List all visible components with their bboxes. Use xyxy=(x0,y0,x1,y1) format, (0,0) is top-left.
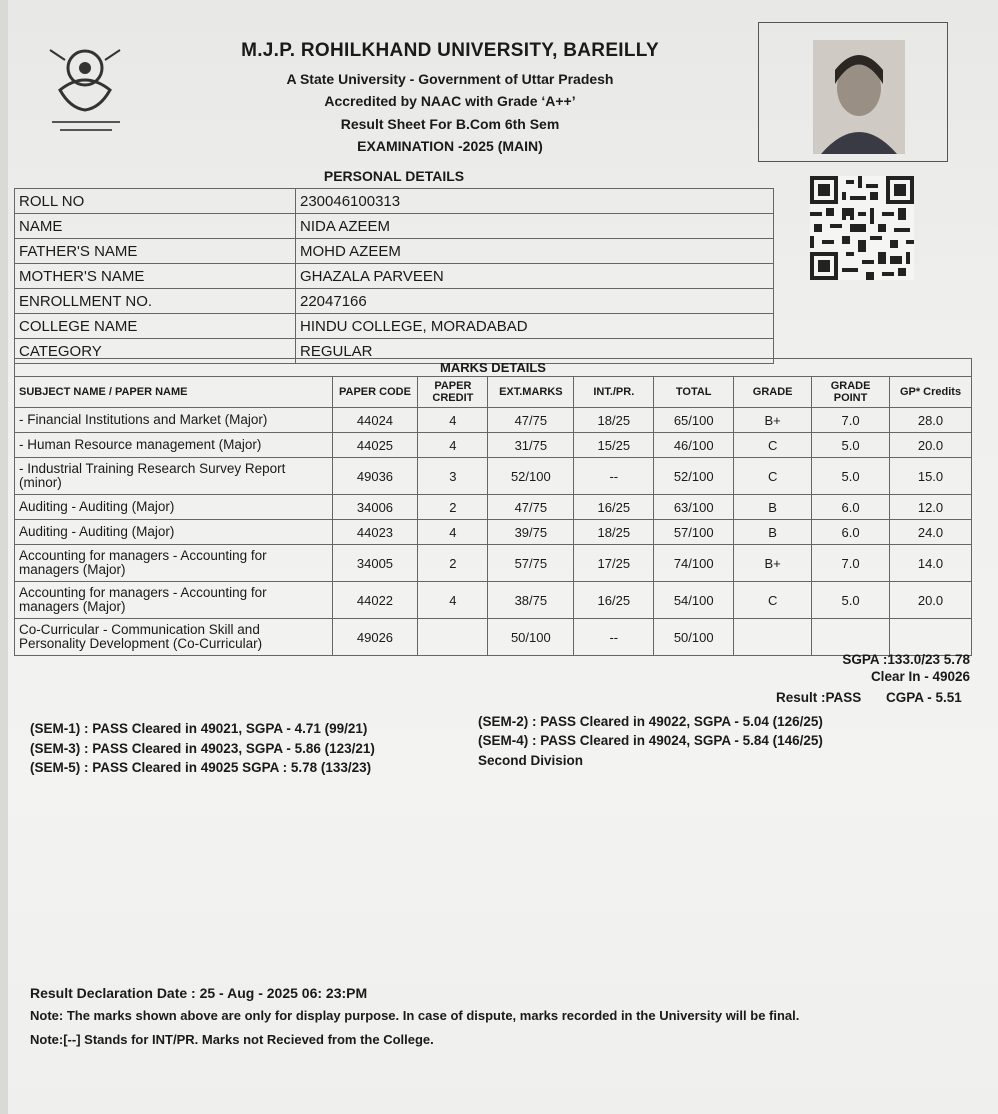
subject-name: - Human Resource management (Major) xyxy=(15,433,333,458)
ext-marks: 47/75 xyxy=(488,408,574,433)
sem-4-result: (SEM-4) : PASS Cleared in 49024, SGPA - 5.84 (146/25) xyxy=(478,733,823,748)
table-row xyxy=(15,619,972,656)
paper-credit: 4 xyxy=(418,433,488,458)
state-university-line: A State University - Government of Uttar Pradesh xyxy=(286,71,614,87)
result-sheet-title: Result Sheet For B.Com 6th Sem xyxy=(340,116,560,132)
paper-credit: 2 xyxy=(418,495,488,520)
subject-name: Auditing - Auditing (Major) xyxy=(15,520,333,545)
table-row xyxy=(15,520,972,545)
gp-credits: 28.0 xyxy=(890,408,972,433)
total-marks: 65/100 xyxy=(654,408,734,433)
int-pr-marks: -- xyxy=(574,619,654,656)
subject-name: Accounting for managers - Accounting for managers (Major) xyxy=(15,582,333,619)
father-name-value: MOHD AZEEM xyxy=(296,239,774,264)
table-row xyxy=(15,314,774,339)
total-marks: 50/100 xyxy=(654,619,734,656)
grade-point: 5.0 xyxy=(812,433,890,458)
grade: B+ xyxy=(734,545,812,582)
mother-name-label: MOTHER'S NAME xyxy=(15,264,296,289)
subject-name: - Industrial Training Research Survey Report (minor) xyxy=(15,458,333,495)
paper-credit: 4 xyxy=(418,520,488,545)
col-total: TOTAL xyxy=(654,377,734,408)
table-row xyxy=(15,264,774,289)
name-label: NAME xyxy=(15,214,296,239)
qr-code-icon xyxy=(810,176,914,280)
int-pr-marks: 16/25 xyxy=(574,582,654,619)
paper-code: 44023 xyxy=(332,520,418,545)
total-marks: 57/100 xyxy=(654,520,734,545)
grade: B xyxy=(734,520,812,545)
gp-credits xyxy=(890,619,972,656)
int-pr-marks: -- xyxy=(574,458,654,495)
col-subject: SUBJECT NAME / PAPER NAME xyxy=(15,377,333,408)
enrollment-no-value: 22047166 xyxy=(296,289,774,314)
ext-marks: 39/75 xyxy=(488,520,574,545)
table-row xyxy=(15,408,972,433)
paper-credit: 3 xyxy=(418,458,488,495)
university-name: M.J.P. ROHILKHAND UNIVERSITY, BAREILLY xyxy=(241,40,659,61)
sem-2-result: (SEM-2) : PASS Cleared in 49022, SGPA - 5.04 (126/25) xyxy=(478,714,823,729)
table-row xyxy=(15,214,774,239)
gp-credits: 12.0 xyxy=(890,495,972,520)
int-pr-marks: 18/25 xyxy=(574,520,654,545)
col-paper-credit: PAPER CREDIT xyxy=(418,377,488,408)
col-gp-credits: GP* Credits xyxy=(890,377,972,408)
table-row xyxy=(15,239,774,264)
paper-code: 44022 xyxy=(332,582,418,619)
personal-details-table xyxy=(14,164,774,364)
table-row xyxy=(15,582,972,619)
name-value: NIDA AZEEM xyxy=(296,214,774,239)
sem-1-result: (SEM-1) : PASS Cleared in 49021, SGPA - 4.71 (99/21) xyxy=(30,721,368,736)
paper-code: 44024 xyxy=(332,408,418,433)
int-pr-marks: 16/25 xyxy=(574,495,654,520)
int-pr-marks: 17/25 xyxy=(574,545,654,582)
paper-code: 49026 xyxy=(332,619,418,656)
grade-point: 6.0 xyxy=(812,520,890,545)
int-pr-marks: 15/25 xyxy=(574,433,654,458)
grade: B+ xyxy=(734,408,812,433)
total-marks: 54/100 xyxy=(654,582,734,619)
total-marks: 63/100 xyxy=(654,495,734,520)
accreditation-line: Accredited by NAAC with Grade ‘A++’ xyxy=(324,93,576,109)
result-declaration-date: Result Declaration Date : 25 - Aug - 2025 06: 23:PM xyxy=(30,985,368,1001)
col-ext-marks: EXT.MARKS xyxy=(488,377,574,408)
int-pr-marks: 18/25 xyxy=(574,408,654,433)
ext-marks: 52/100 xyxy=(488,458,574,495)
subject-name: Auditing - Auditing (Major) xyxy=(15,495,333,520)
enrollment-no-label: ENROLLMENT NO. xyxy=(15,289,296,314)
student-photo xyxy=(813,40,905,154)
paper-credit: 2 xyxy=(418,545,488,582)
sem-3-result: (SEM-3) : PASS Cleared in 49023, SGPA - 5.86 (123/21) xyxy=(30,741,375,756)
paper-code: 34006 xyxy=(332,495,418,520)
roll-no-value: 230046100313 xyxy=(296,189,774,214)
table-row xyxy=(15,495,972,520)
category-label: CATEGORY xyxy=(15,339,296,364)
total-marks: 46/100 xyxy=(654,433,734,458)
grade-point: 5.0 xyxy=(812,582,890,619)
result-status: Result :PASS xyxy=(776,690,862,705)
ext-marks: 47/75 xyxy=(488,495,574,520)
sgpa-value: SGPA :133.0/23 5.78 xyxy=(842,652,970,667)
personal-details-heading: PERSONAL DETAILS xyxy=(15,164,774,189)
table-row xyxy=(15,433,972,458)
col-paper-code: PAPER CODE xyxy=(332,377,418,408)
col-int-pr: INT./PR. xyxy=(574,377,654,408)
display-purpose-note: Note: The marks shown above are only for display purpose. In case of dispute, marks recorded in the University will be final. xyxy=(30,1008,800,1023)
gp-credits: 20.0 xyxy=(890,433,972,458)
college-name-label: COLLEGE NAME xyxy=(15,314,296,339)
category-value: REGULAR xyxy=(296,339,774,364)
paper-code: 34005 xyxy=(332,545,418,582)
person-photo-icon xyxy=(813,40,905,154)
total-marks: 74/100 xyxy=(654,545,734,582)
marks-details-heading: MARKS DETAILS xyxy=(15,359,972,377)
grade: C xyxy=(734,433,812,458)
table-row xyxy=(15,458,972,495)
total-marks: 52/100 xyxy=(654,458,734,495)
subject-name: Accounting for managers - Accounting for managers (Major) xyxy=(15,545,333,582)
ext-marks: 57/75 xyxy=(488,545,574,582)
gp-credits: 15.0 xyxy=(890,458,972,495)
division-value: Second Division xyxy=(478,753,584,768)
marks-details-table xyxy=(14,358,972,656)
gp-credits: 20.0 xyxy=(890,582,972,619)
subject-name: - Financial Institutions and Market (Major) xyxy=(15,408,333,433)
gp-credits: 24.0 xyxy=(890,520,972,545)
college-name-value: HINDU COLLEGE, MORADABAD xyxy=(296,314,774,339)
paper-code: 49036 xyxy=(332,458,418,495)
col-grade: GRADE xyxy=(734,377,812,408)
ext-marks: 38/75 xyxy=(488,582,574,619)
grade-point: 7.0 xyxy=(812,545,890,582)
university-emblem-icon xyxy=(30,30,140,140)
grade: C xyxy=(734,458,812,495)
gp-credits: 14.0 xyxy=(890,545,972,582)
col-grade-point: GRADE POINT xyxy=(812,377,890,408)
ext-marks: 50/100 xyxy=(488,619,574,656)
ext-marks: 31/75 xyxy=(488,433,574,458)
examination-title: EXAMINATION -2025 (MAIN) xyxy=(357,138,543,154)
grade-point: 6.0 xyxy=(812,495,890,520)
paper-code: 44025 xyxy=(332,433,418,458)
grade-point: 5.0 xyxy=(812,458,890,495)
table-row xyxy=(15,189,774,214)
paper-credit: 4 xyxy=(418,408,488,433)
int-pr-note: Note:[--] Stands for INT/PR. Marks not Recieved from the College. xyxy=(30,1032,434,1047)
grade: B xyxy=(734,495,812,520)
grade: C xyxy=(734,582,812,619)
father-name-label: FATHER'S NAME xyxy=(15,239,296,264)
table-row xyxy=(15,545,972,582)
grade-point xyxy=(812,619,890,656)
subject-name: Co-Curricular - Communication Skill and Personality Development (Co-Curricular) xyxy=(15,619,333,656)
paper-credit xyxy=(418,619,488,656)
marks-header-row xyxy=(15,377,972,408)
roll-no-label: ROLL NO xyxy=(15,189,296,214)
mother-name-value: GHAZALA PARVEEN xyxy=(296,264,774,289)
grade-point: 7.0 xyxy=(812,408,890,433)
paper-credit: 4 xyxy=(418,582,488,619)
cgpa-value: CGPA - 5.51 xyxy=(886,690,962,705)
grade xyxy=(734,619,812,656)
table-row xyxy=(15,289,774,314)
sem-5-result: (SEM-5) : PASS Cleared in 49025 SGPA : 5.78 (133/23) xyxy=(30,760,372,775)
clear-in-value: Clear In - 49026 xyxy=(870,669,970,684)
